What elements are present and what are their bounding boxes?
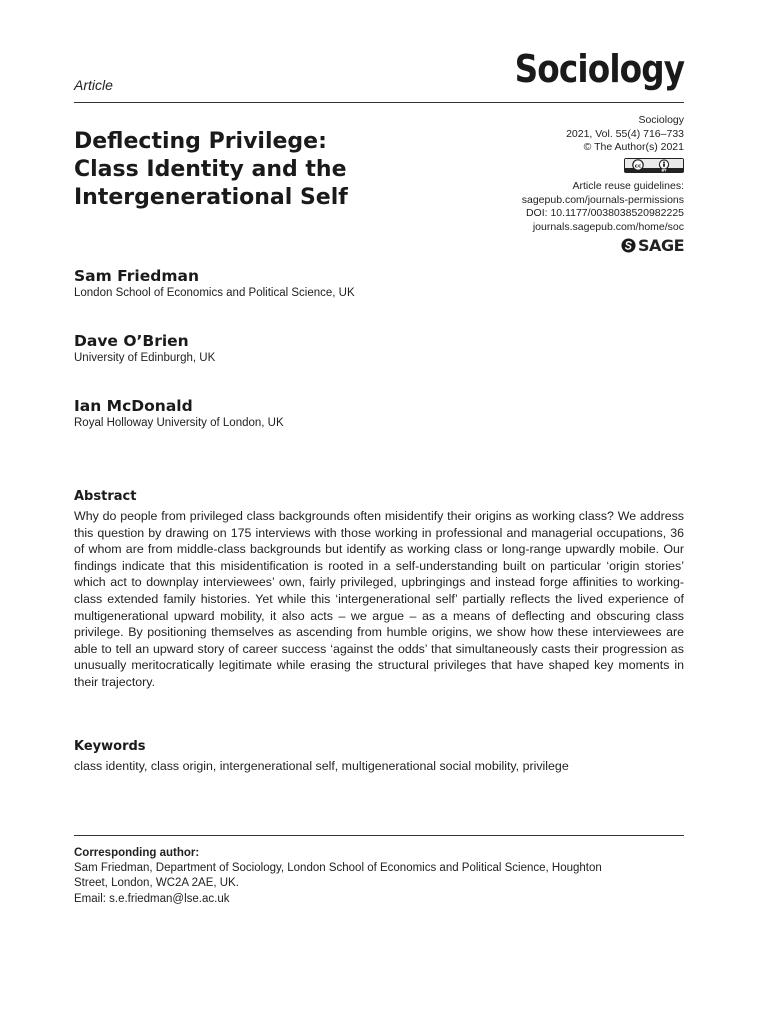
svg-text:cc: cc xyxy=(634,162,642,169)
keywords-heading: Keywords xyxy=(74,739,146,754)
publication-metadata xyxy=(424,114,684,258)
author-name: Sam Friedman xyxy=(74,267,199,285)
header-divider xyxy=(74,102,684,103)
author-affiliation: London School of Economics and Political Science, UK xyxy=(74,287,355,299)
title-line: Deflecting Privilege: xyxy=(74,129,327,154)
corresponding-author-note xyxy=(74,846,684,907)
journal-logo: Sociology xyxy=(514,47,684,91)
author-affiliation: Royal Holloway University of London, UK xyxy=(74,417,284,429)
doi-link[interactable]: DOI: 10.1177/0038038520982225 xyxy=(525,207,684,219)
sage-wordmark: SAGE xyxy=(638,235,684,255)
keywords-text: class identity, class origin, intergenerational self, multigenerational social mobility, privilege xyxy=(74,759,569,773)
corresponding-author-heading: Corresponding author: xyxy=(74,847,200,859)
article-title xyxy=(74,128,434,212)
article-type-label: Article xyxy=(74,77,113,93)
abstract-text: Why do people from privileged class backgrounds often misidentify their origins as working class? We address this question by drawing on 175 interviews with those working in professional and managerial occupations, 36 of whom are from middle-class backgrounds but identify as working class or long-range upwardly mobile. Our findings indicate that this misidentification is rooted in a self-understanding built on particular ‘origin stories’ which act to downplay interviewees’ own, fairly privileged, upbringings and instead forge affinities to working-class extended family histories. Yet while this ‘intergenerational self’ partially reflects the lived experience of multigenerational upward mobility, it also acts – we argue – as a means of deflecting and obscuring class privilege. By positioning themselves as ascending from humble origins, we show how these interviewees are able to tell an upward story of career success ‘against the odds’ that simultaneously casts their progression as unusually meritocratically legitimate while erasing the structural privileges that have shaped key moments in their trajectory. xyxy=(74,509,684,689)
volume-info: 2021, Vol. 55(4) 716–733 xyxy=(566,127,684,140)
author-name: Ian McDonald xyxy=(74,397,193,415)
abstract-heading: Abstract xyxy=(74,489,137,504)
reuse-label: Article reuse guidelines: xyxy=(572,180,684,192)
author-name: Dave O’Brien xyxy=(74,332,189,350)
corresponding-email[interactable]: Email: s.e.friedman@lse.ac.uk xyxy=(74,892,230,905)
footnote-divider xyxy=(74,835,684,836)
cc-by-icon[interactable] xyxy=(624,158,684,173)
journal-homepage-link[interactable]: journals.sagepub.com/home/soc xyxy=(532,220,684,233)
author-block xyxy=(74,396,284,431)
reuse-link[interactable]: sagepub.com/journals-permissions xyxy=(521,193,684,206)
sage-mark-icon xyxy=(621,238,636,253)
svg-text:BY: BY xyxy=(661,168,667,173)
sage-logo xyxy=(621,235,684,255)
title-line: Intergenerational Self xyxy=(74,185,348,210)
journal-name: Sociology xyxy=(638,114,684,126)
corresponding-address-line: Street, London, WC2A 2AE, UK. xyxy=(74,877,239,890)
author-block xyxy=(74,331,215,366)
corresponding-address-line: Sam Friedman, Department of Sociology, London School of Economics and Political Science, Houghton xyxy=(74,862,602,875)
author-block xyxy=(74,266,355,301)
title-line: Class Identity and the xyxy=(74,157,347,182)
copyright-notice: © The Author(s) 2021 xyxy=(583,141,684,153)
author-affiliation: University of Edinburgh, UK xyxy=(74,352,216,364)
